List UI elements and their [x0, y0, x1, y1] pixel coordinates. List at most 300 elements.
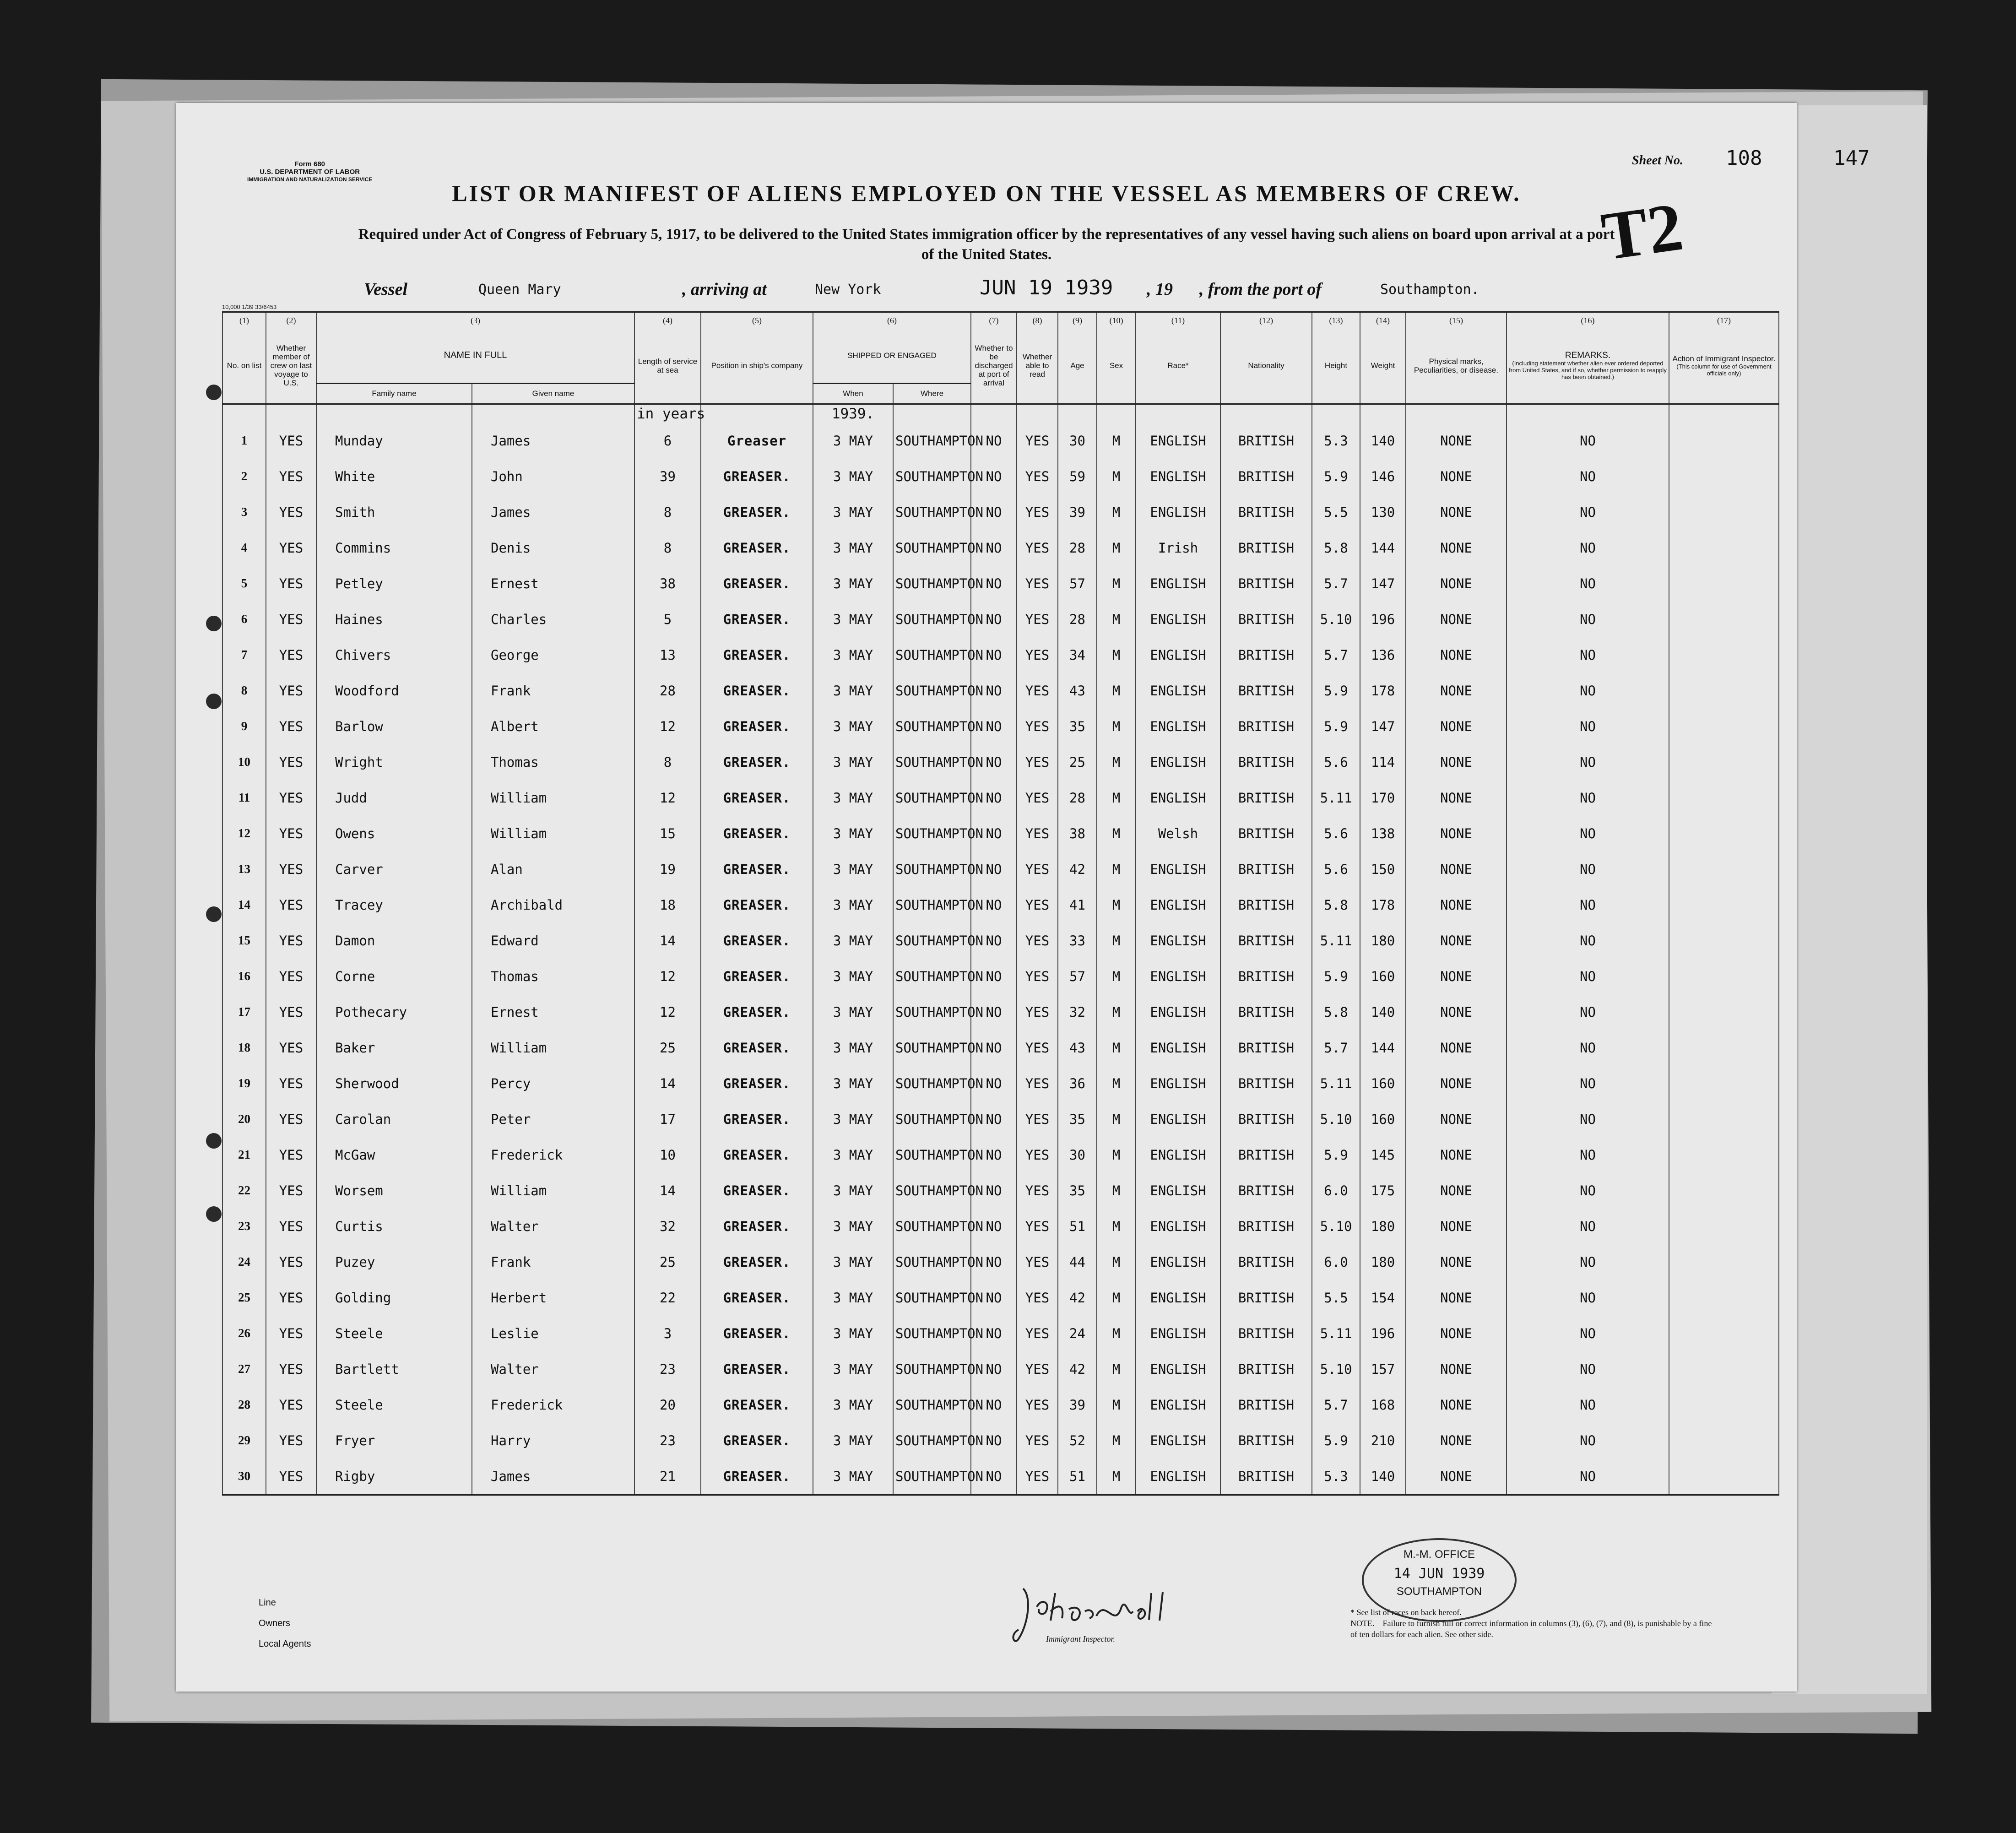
age: 30 [1058, 1137, 1097, 1173]
age: 51 [1058, 1209, 1097, 1244]
sex: M [1097, 1423, 1136, 1459]
discharged: NO [971, 1316, 1017, 1351]
able-to-read: YES [1017, 1209, 1058, 1244]
position: GREASER. [701, 1101, 813, 1137]
departure-port: Southampton. [1380, 282, 1479, 298]
age: 30 [1058, 423, 1097, 459]
engaged-date: 3 MAY [813, 1387, 893, 1423]
physical-marks: NONE [1406, 1244, 1507, 1280]
age: 42 [1058, 851, 1097, 887]
crew-row [222, 851, 1779, 887]
able-to-read: YES [1017, 1280, 1058, 1316]
remarks: NO [1507, 1351, 1669, 1387]
sex: M [1097, 1244, 1136, 1280]
weight: 138 [1360, 816, 1406, 851]
sex: M [1097, 851, 1136, 887]
discharged: NO [971, 709, 1017, 744]
physical-marks: NONE [1406, 494, 1507, 530]
engaged-port: SOUTHAMPTON [893, 780, 971, 816]
discharged: NO [971, 816, 1017, 851]
service-years: 8 [634, 494, 701, 530]
family-name: Steele [316, 1387, 472, 1423]
discharged: NO [971, 994, 1017, 1030]
inspector-action [1669, 673, 1779, 709]
nationality: BRITISH [1220, 1137, 1312, 1173]
given-name: James [472, 494, 634, 530]
given-name: Thomas [472, 744, 634, 780]
race: ENGLISH [1136, 1351, 1220, 1387]
sex: M [1097, 1316, 1136, 1351]
row-number: 4 [222, 530, 266, 566]
position: GREASER. [701, 709, 813, 744]
crew-row [222, 530, 1779, 566]
previous-voyage: YES [266, 530, 316, 566]
service-name: IMMIGRATION AND NATURALIZATION SERVICE [247, 176, 373, 183]
sex: M [1097, 709, 1136, 744]
physical-marks: NONE [1406, 887, 1507, 923]
family-name: Corne [316, 959, 472, 994]
age: 57 [1058, 566, 1097, 602]
service-years: 12 [634, 780, 701, 816]
row-number: 20 [222, 1101, 266, 1137]
able-to-read: YES [1017, 1137, 1058, 1173]
weight: 168 [1360, 1387, 1406, 1423]
age: 39 [1058, 494, 1097, 530]
given-name: Peter [472, 1101, 634, 1137]
row-number: 25 [222, 1280, 266, 1316]
able-to-read: YES [1017, 780, 1058, 816]
inspector-action [1669, 637, 1779, 673]
engaged-port: SOUTHAMPTON [893, 1209, 971, 1244]
height: 5.9 [1312, 459, 1360, 494]
row-number: 12 [222, 816, 266, 851]
service-years: 12 [634, 709, 701, 744]
remarks: NO [1507, 1030, 1669, 1066]
crew-row [222, 1066, 1779, 1101]
crew-row [222, 1459, 1779, 1495]
engaged-port: SOUTHAMPTON [893, 959, 971, 994]
nationality: BRITISH [1220, 1280, 1312, 1316]
weight: 157 [1360, 1351, 1406, 1387]
row-number: 8 [222, 673, 266, 709]
engaged-port: SOUTHAMPTON [893, 494, 971, 530]
remarks: NO [1507, 816, 1669, 851]
height: 5.7 [1312, 1387, 1360, 1423]
engaged-port: SOUTHAMPTON [893, 1137, 971, 1173]
inspector-action [1669, 1173, 1779, 1209]
header-age: Age [1058, 328, 1097, 404]
engaged-date: 3 MAY [813, 637, 893, 673]
family-name: Curtis [316, 1209, 472, 1244]
inspector-action [1669, 602, 1779, 637]
remarks: NO [1507, 602, 1669, 637]
family-name: Haines [316, 602, 472, 637]
position: GREASER. [701, 1173, 813, 1209]
discharged: NO [971, 1351, 1017, 1387]
weight: 136 [1360, 637, 1406, 673]
position: GREASER. [701, 1459, 813, 1495]
given-name: Percy [472, 1066, 634, 1101]
weight: 170 [1360, 780, 1406, 816]
age: 35 [1058, 1173, 1097, 1209]
nationality: BRITISH [1220, 1316, 1312, 1351]
nationality: BRITISH [1220, 1209, 1312, 1244]
column-number: (14) [1360, 312, 1406, 329]
race: ENGLISH [1136, 637, 1220, 673]
remarks: NO [1507, 1173, 1669, 1209]
row-number: 13 [222, 851, 266, 887]
column-number: (13) [1312, 312, 1360, 329]
family-name: McGaw [316, 1137, 472, 1173]
engaged-port: SOUTHAMPTON [893, 816, 971, 851]
able-to-read: YES [1017, 1101, 1058, 1137]
nationality: BRITISH [1220, 709, 1312, 744]
physical-marks: NONE [1406, 530, 1507, 566]
department-name: U.S. DEPARTMENT OF LABOR [260, 168, 360, 176]
family-name: Smith [316, 494, 472, 530]
given-name: Herbert [472, 1280, 634, 1316]
physical-marks: NONE [1406, 1280, 1507, 1316]
discharged: NO [971, 530, 1017, 566]
row-number: 22 [222, 1173, 266, 1209]
engaged-port: SOUTHAMPTON [893, 923, 971, 959]
service-years: 14 [634, 923, 701, 959]
height: 5.8 [1312, 887, 1360, 923]
previous-voyage: YES [266, 1066, 316, 1101]
inspector-action [1669, 744, 1779, 780]
race: ENGLISH [1136, 602, 1220, 637]
race: ENGLISH [1136, 1066, 1220, 1101]
race: ENGLISH [1136, 1101, 1220, 1137]
able-to-read: YES [1017, 1173, 1058, 1209]
previous-voyage: YES [266, 851, 316, 887]
sex: M [1097, 1209, 1136, 1244]
height: 5.6 [1312, 816, 1360, 851]
inspector-action [1669, 1030, 1779, 1066]
given-name: James [472, 1459, 634, 1495]
race: ENGLISH [1136, 959, 1220, 994]
engaged-date: 3 MAY [813, 851, 893, 887]
remarks: NO [1507, 1316, 1669, 1351]
engaged-port: SOUTHAMPTON [893, 530, 971, 566]
header-discharged: Whether to be discharged at port of arrival [971, 328, 1017, 404]
sex: M [1097, 673, 1136, 709]
column-number: (2) [266, 312, 316, 329]
previous-voyage: YES [266, 459, 316, 494]
inspector-action [1669, 959, 1779, 994]
sex: M [1097, 530, 1136, 566]
row-number: 15 [222, 923, 266, 959]
engaged-year: 1939. [813, 404, 893, 423]
sex: M [1097, 566, 1136, 602]
column-number: (6) [813, 312, 971, 329]
nationality: BRITISH [1220, 494, 1312, 530]
previous-voyage: YES [266, 1137, 316, 1173]
position: GREASER. [701, 1316, 813, 1351]
column-number: (8) [1017, 312, 1058, 329]
row-number: 23 [222, 1209, 266, 1244]
remarks: NO [1507, 1137, 1669, 1173]
column-number: (17) [1669, 312, 1779, 329]
position: GREASER. [701, 459, 813, 494]
given-name: Walter [472, 1209, 634, 1244]
engaged-port: SOUTHAMPTON [893, 459, 971, 494]
remarks: NO [1507, 780, 1669, 816]
engaged-port: SOUTHAMPTON [893, 744, 971, 780]
header-sex: Sex [1097, 328, 1136, 404]
header-physical-marks: Physical marks, Peculiarities, or disease. [1406, 328, 1507, 404]
remarks: NO [1507, 709, 1669, 744]
service-years: 13 [634, 637, 701, 673]
race: ENGLISH [1136, 1209, 1220, 1244]
given-name: Frederick [472, 1137, 634, 1173]
row-number: 5 [222, 566, 266, 602]
header-weight: Weight [1360, 328, 1406, 404]
weight: 180 [1360, 923, 1406, 959]
given-name: Thomas [472, 959, 634, 994]
race: ENGLISH [1136, 1244, 1220, 1280]
arrival-date-stamp: JUN 19 1939 [980, 276, 1113, 299]
previous-voyage: YES [266, 780, 316, 816]
column-number: (7) [971, 312, 1017, 329]
previous-voyage: YES [266, 744, 316, 780]
given-name: Leslie [472, 1316, 634, 1351]
engaged-date: 3 MAY [813, 1173, 893, 1209]
previous-voyage: YES [266, 1173, 316, 1209]
punch-hole [206, 906, 222, 922]
row-number: 16 [222, 959, 266, 994]
engaged-date: 3 MAY [813, 1209, 893, 1244]
weight: 160 [1360, 959, 1406, 994]
discharged: NO [971, 459, 1017, 494]
service-years: 15 [634, 816, 701, 851]
nationality: BRITISH [1220, 1459, 1312, 1495]
position: GREASER. [701, 780, 813, 816]
sex: M [1097, 1387, 1136, 1423]
weight: 114 [1360, 744, 1406, 780]
weight: 175 [1360, 1173, 1406, 1209]
engaged-port: SOUTHAMPTON [893, 709, 971, 744]
crew-row [222, 1030, 1779, 1066]
crew-row [222, 923, 1779, 959]
physical-marks: NONE [1406, 1351, 1507, 1387]
sex: M [1097, 1459, 1136, 1495]
crew-row [222, 959, 1779, 994]
nationality: BRITISH [1220, 780, 1312, 816]
given-name: George [472, 637, 634, 673]
margin-handwritten-mark: T2 [1597, 188, 1687, 275]
crew-row [222, 1316, 1779, 1351]
discharged: NO [971, 1280, 1017, 1316]
weight: 180 [1360, 1244, 1406, 1280]
remarks: NO [1507, 923, 1669, 959]
able-to-read: YES [1017, 602, 1058, 637]
engaged-port: SOUTHAMPTON [893, 1316, 971, 1351]
given-name: William [472, 780, 634, 816]
previous-voyage: YES [266, 1209, 316, 1244]
age: 32 [1058, 994, 1097, 1030]
engaged-port: SOUTHAMPTON [893, 887, 971, 923]
nationality: BRITISH [1220, 1351, 1312, 1387]
remarks: NO [1507, 1101, 1669, 1137]
engaged-date: 3 MAY [813, 1280, 893, 1316]
discharged: NO [971, 1244, 1017, 1280]
discharged: NO [971, 566, 1017, 602]
engaged-date: 3 MAY [813, 959, 893, 994]
height: 5.7 [1312, 637, 1360, 673]
punch-hole [206, 1206, 222, 1222]
sex: M [1097, 1066, 1136, 1101]
remarks: NO [1507, 1280, 1669, 1316]
position: GREASER. [701, 673, 813, 709]
weight: 150 [1360, 851, 1406, 887]
year-label: , 19 [1147, 280, 1173, 299]
inspector-action [1669, 851, 1779, 887]
column-number: (9) [1058, 312, 1097, 329]
vessel-name: Queen Mary [478, 282, 561, 298]
previous-voyage: YES [266, 1387, 316, 1423]
weight: 178 [1360, 887, 1406, 923]
position: GREASER. [701, 887, 813, 923]
sex: M [1097, 816, 1136, 851]
weight: 144 [1360, 530, 1406, 566]
height: 5.6 [1312, 744, 1360, 780]
position: GREASER. [701, 637, 813, 673]
height: 5.9 [1312, 1137, 1360, 1173]
family-name: Worsem [316, 1173, 472, 1209]
given-name: Walter [472, 1351, 634, 1387]
previous-voyage: YES [266, 602, 316, 637]
weight: 147 [1360, 709, 1406, 744]
crew-row [222, 887, 1779, 923]
crew-row [222, 494, 1779, 530]
able-to-read: YES [1017, 994, 1058, 1030]
discharged: NO [971, 1459, 1017, 1495]
race: ENGLISH [1136, 923, 1220, 959]
column-number: (5) [701, 312, 813, 329]
sex: M [1097, 959, 1136, 994]
able-to-read: YES [1017, 923, 1058, 959]
crew-row [222, 459, 1779, 494]
vessel-label: Vessel [364, 280, 407, 299]
race: ENGLISH [1136, 423, 1220, 459]
nationality: BRITISH [1220, 673, 1312, 709]
engaged-date: 3 MAY [813, 1459, 893, 1495]
age: 36 [1058, 1066, 1097, 1101]
footer-notes: * See list of races on back hereof. NOTE.—Failure to furnish full or correct information in columns (3), (6), (7), and (8), is punishable by a fine of ten dollars for each alien. See other side. [1350, 1608, 1712, 1639]
inspector-action [1669, 1209, 1779, 1244]
engaged-date: 3 MAY [813, 602, 893, 637]
family-name: Steele [316, 1316, 472, 1351]
previous-voyage: YES [266, 1030, 316, 1066]
weight: 140 [1360, 423, 1406, 459]
sheet-number-label: Sheet No. [1632, 153, 1683, 168]
age: 39 [1058, 1387, 1097, 1423]
sex: M [1097, 1030, 1136, 1066]
sex: M [1097, 887, 1136, 923]
engaged-port: SOUTHAMPTON [893, 1387, 971, 1423]
height: 5.5 [1312, 1280, 1360, 1316]
height: 5.10 [1312, 1101, 1360, 1137]
footer-line-label: Line [259, 1598, 276, 1608]
nationality: BRITISH [1220, 994, 1312, 1030]
crew-row [222, 566, 1779, 602]
header-inspector-action: Action of Immigrant Inspector. (This column for use of Government officials only) [1669, 328, 1779, 404]
inspector-action [1669, 1316, 1779, 1351]
crew-row [222, 1351, 1779, 1387]
service-years: 22 [634, 1280, 701, 1316]
inspector-action [1669, 1066, 1779, 1101]
weight: 130 [1360, 494, 1406, 530]
remarks: NO [1507, 1387, 1669, 1423]
inspector-action [1669, 923, 1779, 959]
given-name: James [472, 423, 634, 459]
age: 44 [1058, 1244, 1097, 1280]
age: 28 [1058, 602, 1097, 637]
physical-marks: NONE [1406, 1137, 1507, 1173]
physical-marks: NONE [1406, 744, 1507, 780]
crew-row [222, 744, 1779, 780]
weight: 178 [1360, 673, 1406, 709]
nationality: BRITISH [1220, 1066, 1312, 1101]
physical-marks: NONE [1406, 1209, 1507, 1244]
family-name: Chivers [316, 637, 472, 673]
row-number: 7 [222, 637, 266, 673]
previous-voyage: YES [266, 1101, 316, 1137]
service-years: 17 [634, 1101, 701, 1137]
row-number: 18 [222, 1030, 266, 1066]
sex: M [1097, 923, 1136, 959]
row-number: 6 [222, 602, 266, 637]
sex: M [1097, 494, 1136, 530]
punch-hole [206, 1133, 222, 1149]
engaged-port: SOUTHAMPTON [893, 851, 971, 887]
service-years: 8 [634, 744, 701, 780]
race: ENGLISH [1136, 994, 1220, 1030]
header-when: When [813, 383, 893, 404]
engaged-date: 3 MAY [813, 1101, 893, 1137]
age: 43 [1058, 1030, 1097, 1066]
able-to-read: YES [1017, 459, 1058, 494]
row-number: 21 [222, 1137, 266, 1173]
family-name: Petley [316, 566, 472, 602]
discharged: NO [971, 1137, 1017, 1173]
age: 51 [1058, 1459, 1097, 1495]
nationality: BRITISH [1220, 959, 1312, 994]
position: GREASER. [701, 1244, 813, 1280]
inspector-action [1669, 1101, 1779, 1137]
column-number: (3) [316, 312, 634, 329]
age: 38 [1058, 816, 1097, 851]
row-number: 11 [222, 780, 266, 816]
discharged: NO [971, 744, 1017, 780]
family-name: Bartlett [316, 1351, 472, 1387]
nationality: BRITISH [1220, 1030, 1312, 1066]
family-name: White [316, 459, 472, 494]
crew-row [222, 1387, 1779, 1423]
engaged-date: 3 MAY [813, 530, 893, 566]
previous-voyage: YES [266, 1459, 316, 1495]
column-number: (1) [222, 312, 266, 329]
remarks: NO [1507, 494, 1669, 530]
header-shipped-or-engaged: SHIPPED OR ENGAGED [813, 328, 971, 383]
previous-voyage: YES [266, 1280, 316, 1316]
family-name: Carolan [316, 1101, 472, 1137]
inspector-action [1669, 816, 1779, 851]
column-number: (4) [634, 312, 701, 329]
able-to-read: YES [1017, 566, 1058, 602]
age: 35 [1058, 1101, 1097, 1137]
